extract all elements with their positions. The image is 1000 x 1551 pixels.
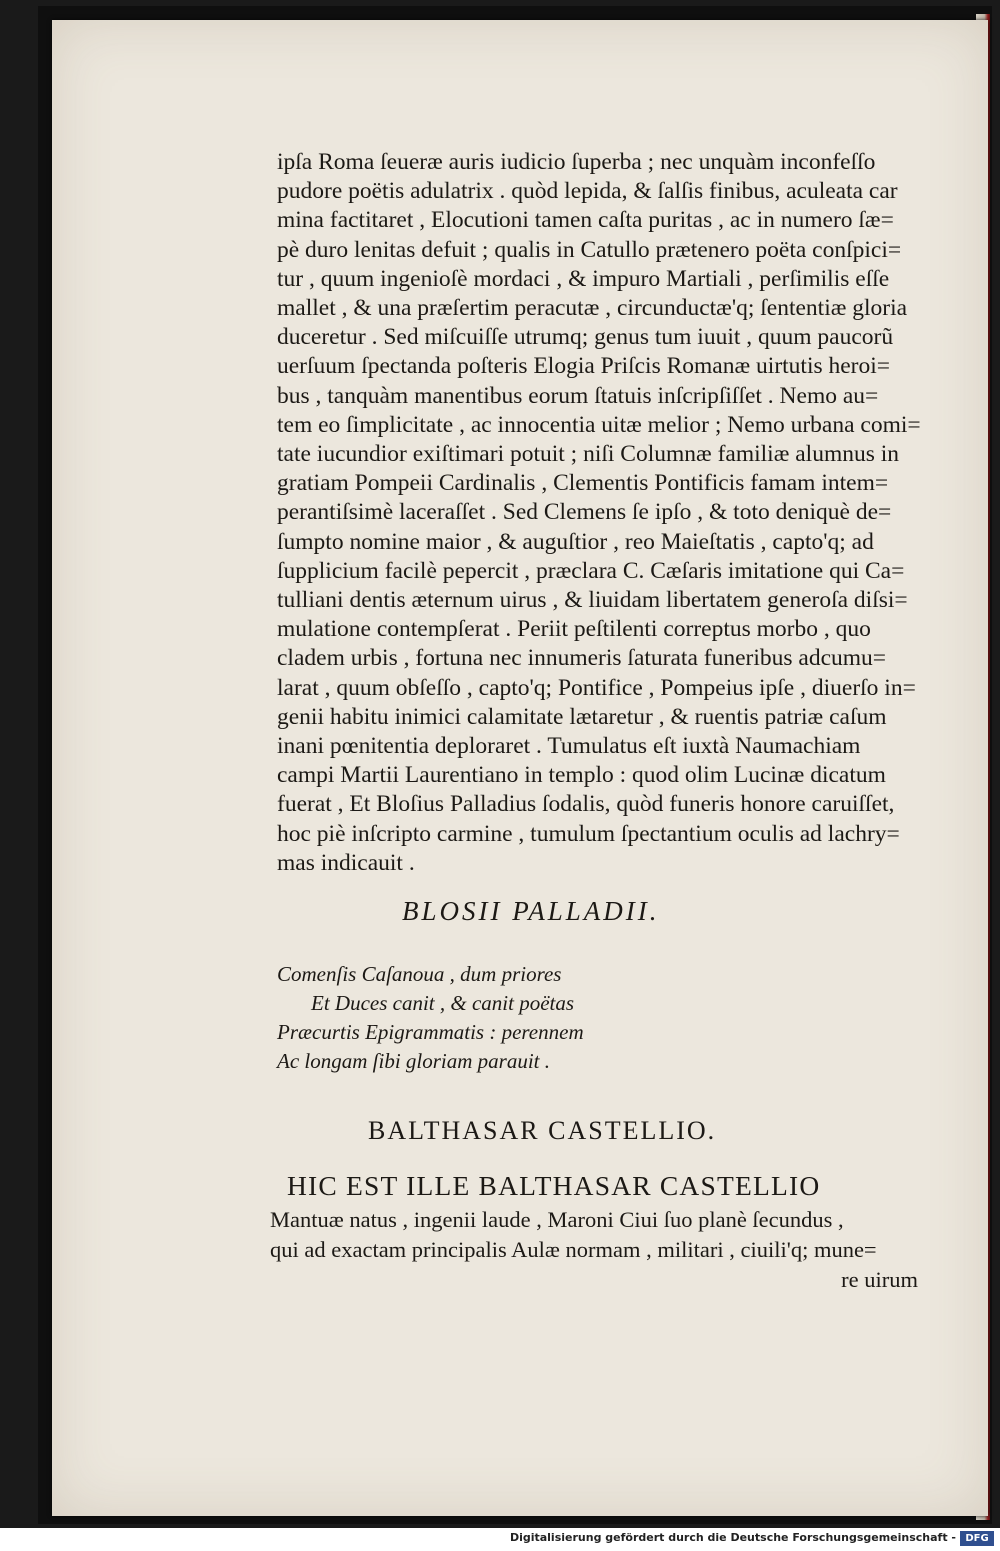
body-line: mina factitaret , Elocutioni tamen caſta puritas , ac in numero ſæ=: [277, 207, 894, 234]
body-line: mulatione contempſerat . Periit peſtilenti correptus morbo , quo: [277, 616, 871, 643]
poem-line: Præcurtis Epigrammatis : perennem: [277, 1020, 584, 1044]
body-line: pè duro lenitas defuit ; qualis in Catullo prætenero poëta conſpici=: [277, 236, 902, 263]
poem-heading: BLOSII PALLADII.: [402, 896, 660, 926]
catchword: re uirum: [841, 1267, 918, 1292]
epigram-poem: [277, 960, 777, 1076]
poem-line: Et Duces canit , & canit poëtas: [311, 991, 575, 1015]
body-line: tur , quum ingenioſè mordaci , & impuro Martiali , perſimilis eſſe: [277, 265, 890, 292]
body-line: mas indicauit .: [277, 849, 415, 876]
body-line: tem eo ſimplicitate , ac innocentia uitæ melior ; Nemo urbana comi=: [277, 411, 921, 438]
closing-line: qui ad exactam principalis Aulæ normam , militari , ciuili'q; mune=: [270, 1237, 877, 1262]
dfg-logo-icon[interactable]: DFG: [960, 1531, 994, 1546]
body-line: inani pœnitentia deploraret . Tumulatus eſt iuxtà Naumachiam: [277, 733, 861, 760]
body-line: tate iucundior exiſtimari potuit ; niſi Columnæ familiæ alumnus in: [277, 441, 900, 468]
closing-paragraph: [270, 1205, 930, 1295]
closing-line: Mantuæ natus , ingenii laude , Maroni Ciui ſuo planè ſecundus ,: [270, 1207, 844, 1232]
body-line: duceretur . Sed miſcuiſſe utrumq; genus tum iuuit , quum paucorũ: [277, 324, 894, 351]
body-line: larat , quum obſeſſo , capto'q; Pontifice , Pompeius ipſe , diuerſo in=: [277, 674, 916, 701]
body-line: mallet , & una præſertim peracutæ , circunductæ'q; ſententiæ gloria: [277, 295, 908, 322]
body-line: ipſa Roma ſeueræ auris iudicio ſuperba ; nec unquàm inconfeſſo: [277, 149, 876, 175]
body-line: cladem urbis , fortuna nec innumeris ſaturata funeribus adcumu=: [277, 645, 887, 672]
funding-credit[interactable]: Digitalisierung gefördert durch die Deutsche Forschungsgemeinschaft -: [509, 1531, 956, 1544]
body-line: bus , tanquàm manentibus eorum ſtatuis inſcripſiſſet . Nemo au=: [277, 382, 879, 409]
poem-line: Comenſis Caſanoua , dum priores: [277, 962, 562, 986]
body-line: hoc piè inſcripto carmine , tumulum ſpectantium oculis ad lachry=: [277, 820, 900, 847]
body-line: gratiam Pompeii Cardinalis , Clementis Pontificis famam intem=: [277, 470, 889, 497]
body-line: ſumpto nomine maior , & auguſtior , reo Maieſtatis , capto'q; ad: [277, 528, 874, 555]
body-line: perantiſsimè laceraſſet . Sed Clemens ſe ipſo , & toto deniquè de=: [277, 499, 892, 526]
body-paragraph: [277, 148, 927, 878]
body-line: genii habitu inimici calamitate lætaretur , & ruentis patriæ caſum: [277, 703, 887, 730]
section-heading: BALTHASAR CASTELLIO.: [368, 1116, 717, 1145]
body-line: ſupplicium facilè pepercit , præclara C. Cæſaris imitatione qui Ca=: [277, 557, 905, 584]
poem-line: Ac longam ſibi gloriam parauit .: [277, 1049, 550, 1073]
body-line: uerſuum ſpectanda poſteris Elogia Priſcis Romanæ uirtutis heroi=: [277, 353, 891, 380]
body-line: pudore poëtis adulatrix . quòd lepida, & ſalſis finibus, aculeata car: [277, 178, 898, 205]
digitization-footer: [0, 1528, 1000, 1551]
body-line: fuerat , Et Bloſius Palladius ſodalis, quòd funeris honore caruiſſet,: [277, 791, 895, 818]
section-subheading: HIC EST ILLE BALTHASAR CASTELLIO: [287, 1170, 821, 1201]
body-line: campi Martii Laurentiano in templo : quod olim Lucinæ dicatum: [277, 762, 886, 789]
body-line: tulliani dentis æternum uirus , & liuidam libertatem generoſa diſsi=: [277, 587, 908, 614]
